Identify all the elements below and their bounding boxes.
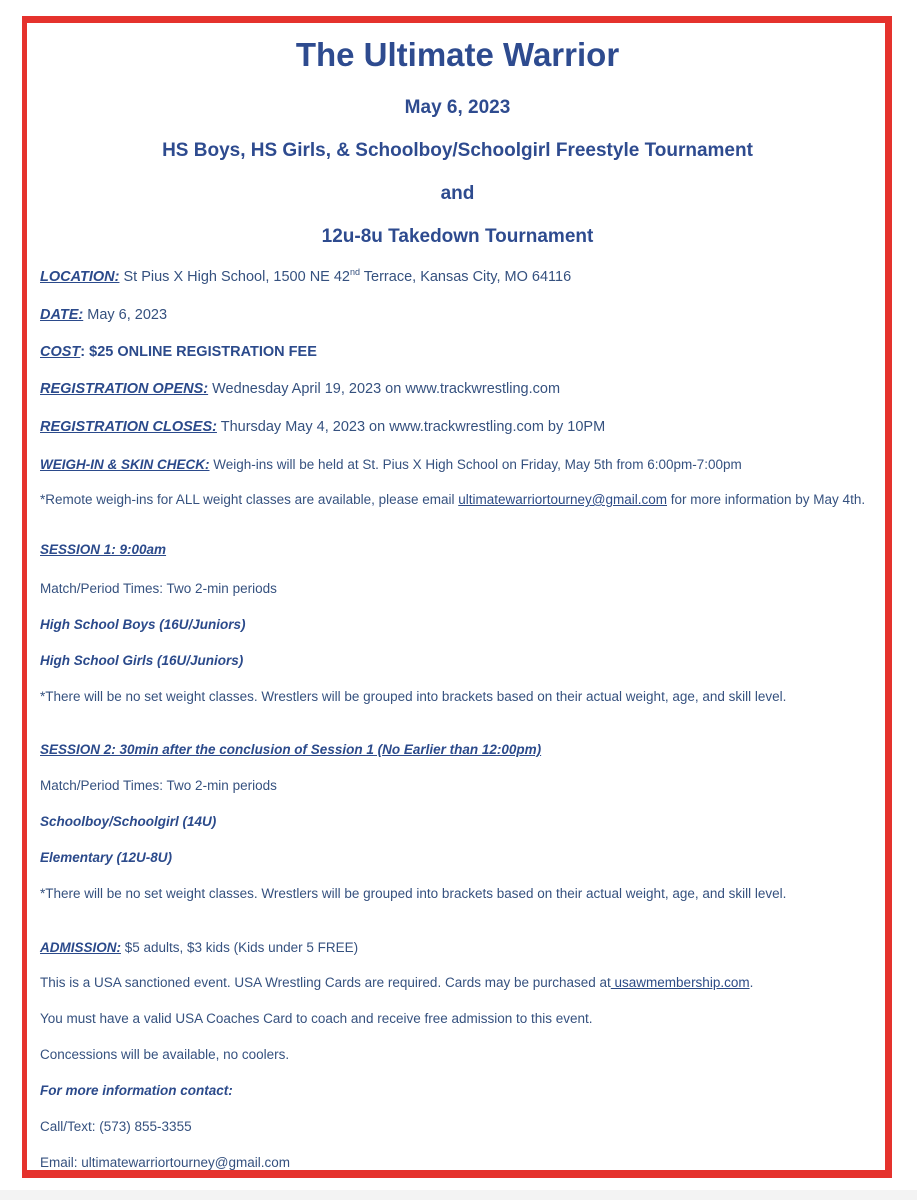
session2-group-schoolboy-label: Schoolboy/Schoolgirl (14U)	[40, 814, 217, 829]
remote-text-after: for more information by May 4th.	[667, 492, 866, 507]
usa-cards-text: This is a USA sanctioned event. USA Wrestling Cards are required. Cards may be purchased at	[40, 975, 611, 990]
location-text-after: Terrace, Kansas City, MO 64116	[360, 269, 572, 285]
session2-group-elementary-label: Elementary (12U-8U)	[40, 850, 173, 865]
and-heading: and	[440, 183, 475, 204]
session1-group-girls	[40, 652, 875, 670]
session2-note: *There will be no set weight classes. Wrestlers will be grouped into brackets based on their actual weight, age, and skill level.	[40, 886, 787, 901]
concessions-line: Concessions will be available, no coolers.	[40, 1047, 290, 1062]
cost-label: COST	[40, 344, 81, 360]
usa-cards-text-after: .	[749, 975, 754, 990]
contact-heading	[40, 1082, 875, 1100]
usaw-membership-link[interactable]: usawmembership.com	[610, 975, 750, 990]
admission-line	[40, 939, 875, 957]
tournament-name-2: 12u-8u Takedown Tournament	[321, 226, 594, 247]
session1-heading	[40, 541, 875, 559]
session1-group-girls-label: High School Girls (16U/Juniors)	[40, 653, 244, 668]
session1-note: *There will be no set weight classes. Wrestlers will be grouped into brackets based on their actual weight, age, and skill level.	[40, 689, 787, 704]
location-line	[40, 268, 875, 286]
coaches-card-line: You must have a valid USA Coaches Card to coach and receive free admission to this event.	[40, 1011, 593, 1026]
contact-email: Email: ultimatewarriortourney@gmail.com	[40, 1155, 291, 1170]
registration-opens-value: Wednesday April 19, 2023 on www.trackwrestling.com	[208, 381, 561, 397]
date-label: DATE:	[40, 307, 84, 323]
session1-match-times: Match/Period Times: Two 2-min periods	[40, 581, 277, 596]
registration-opens-line	[40, 380, 875, 398]
session1-group-boys-label: High School Boys (16U/Juniors)	[40, 617, 246, 632]
tournament-name-1: HS Boys, HS Girls, & Schoolboy/Schoolgirl Freestyle Tournament	[162, 140, 753, 161]
session1-group-boys	[40, 616, 875, 634]
remote-email-link[interactable]: ultimatewarriortourney@gmail.com	[458, 492, 667, 507]
contact-phone: Call/Text: (573) 855-3355	[40, 1119, 192, 1134]
session2-group-elementary	[40, 849, 875, 867]
flyer-border	[22, 16, 892, 1178]
usa-cards-line	[40, 974, 875, 992]
weigh-in-label: WEIGH-IN & SKIN CHECK:	[40, 457, 210, 472]
event-date-heading: May 6, 2023	[404, 97, 511, 118]
registration-opens-label: REGISTRATION OPENS:	[40, 381, 209, 397]
admission-value: $5 adults, $3 kids (Kids under 5 FREE)	[121, 940, 359, 955]
page-bottom-margin	[0, 1190, 917, 1200]
admission-label: ADMISSION:	[40, 940, 121, 955]
session1-label: SESSION 1: 9:00am	[40, 542, 167, 557]
remote-weigh-in-note	[40, 491, 875, 509]
cost-value: : $25 ONLINE REGISTRATION FEE	[80, 344, 317, 360]
location-label: LOCATION:	[40, 269, 120, 285]
session2-group-schoolboy	[40, 813, 875, 831]
event-title: The Ultimate Warrior	[295, 36, 620, 73]
contact-heading-label: For more information contact:	[40, 1083, 233, 1098]
remote-text-before: *Remote weigh-ins for ALL weight classes are available, please email	[40, 492, 459, 507]
registration-closes-value: Thursday May 4, 2023 on www.trackwrestling.com by 10PM	[216, 419, 606, 435]
date-value: May 6, 2023	[83, 307, 168, 323]
registration-closes-line	[40, 418, 875, 436]
date-line	[40, 306, 875, 324]
registration-closes-label: REGISTRATION CLOSES:	[40, 419, 217, 435]
location-text-before: St Pius X High School, 1500 NE 42	[119, 269, 350, 285]
cost-line	[40, 343, 875, 361]
session2-match-times: Match/Period Times: Two 2-min periods	[40, 778, 277, 793]
weigh-in-line	[40, 456, 875, 474]
weigh-in-value: Weigh-ins will be held at St. Pius X High School on Friday, May 5th from 6:00pm-7:00pm	[209, 457, 742, 472]
session2-heading	[40, 741, 875, 759]
location-sup: nd	[350, 267, 361, 277]
session2-label: SESSION 2: 30min after the conclusion of Session 1 (No Earlier than 12:00pm)	[40, 742, 542, 757]
